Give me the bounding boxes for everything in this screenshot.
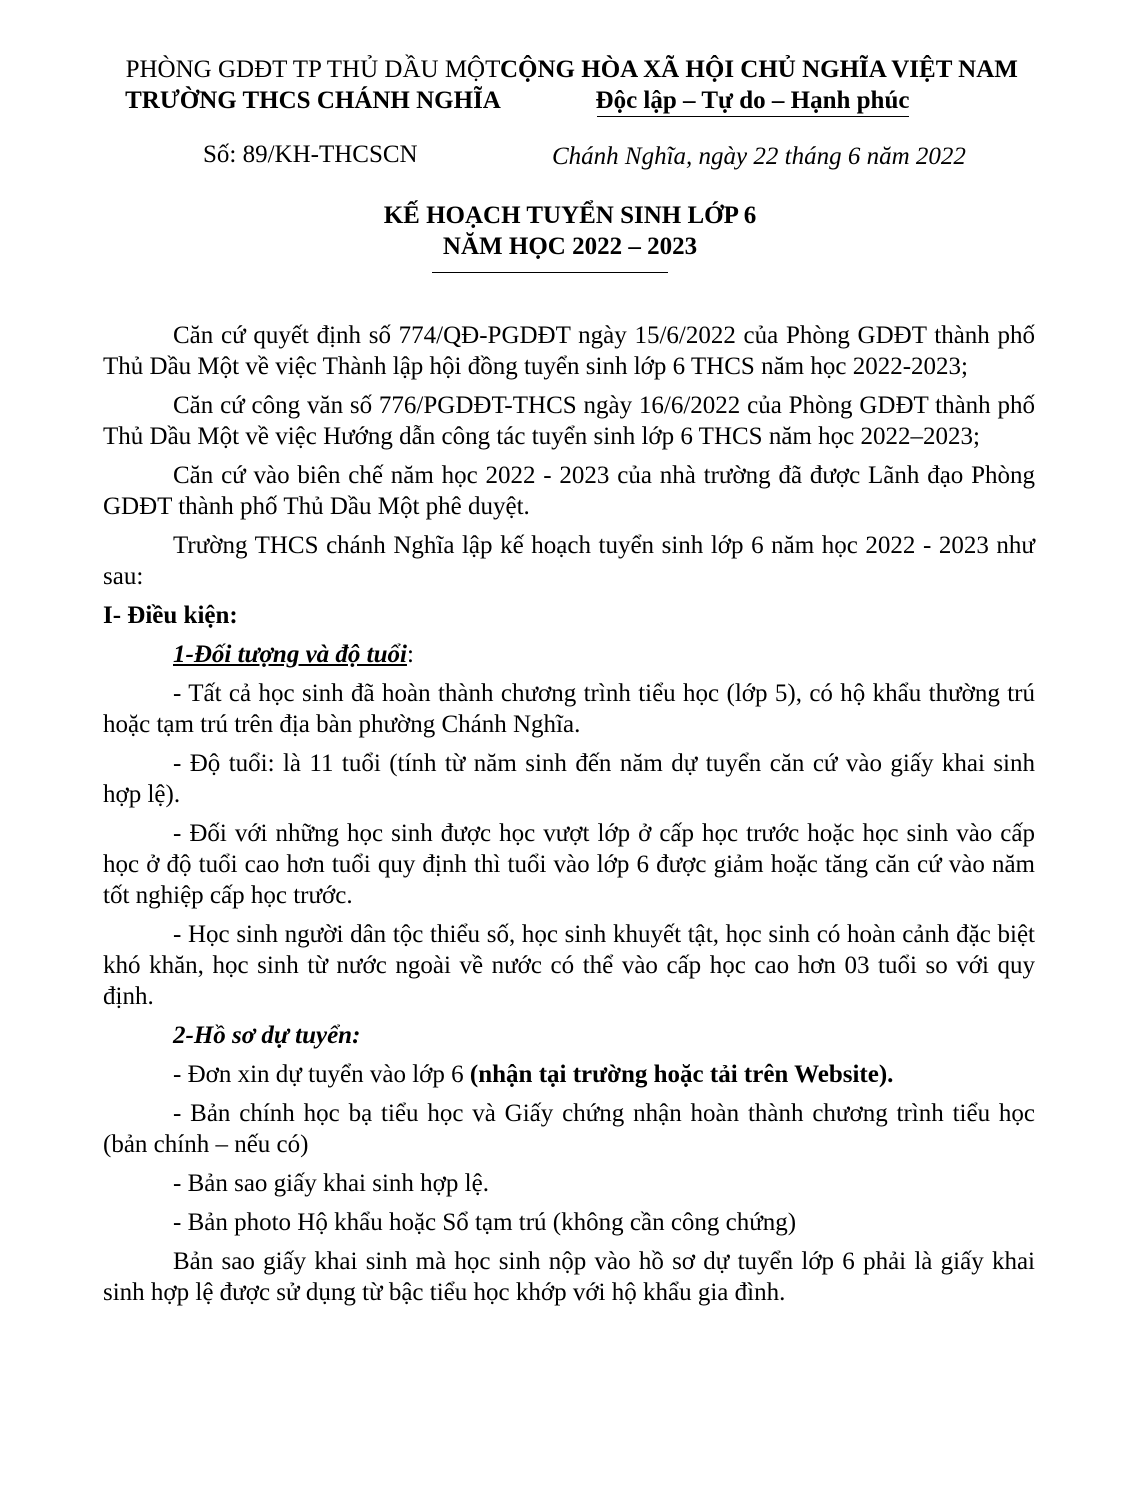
subsection-heading-text: 1-Đối tượng và độ tuổi [173,641,407,668]
list-item: - Đối với những học sinh được học vượt lớp ở cấp học trước hoặc học sinh vào cấp học ở độ tuổi cao hơn tuổi quy định thì tuổi vào lớp 6 được giảm hoặc tăng căn cứ vào năm tốt nghiệp cấp học trước. [103,820,1035,909]
document-title [260,200,880,262]
national-motto [500,54,1018,116]
preamble-paragraph: Căn cứ vào biên chế năm học 2022 - 2023 của nhà trường đã được Lãnh đạo Phòng GDĐT thành phố Thủ Dầu Một phê duyệt. [103,462,1035,520]
title-line-1: KẾ HOẠCH TUYỂN SINH LỚP 6 [383,202,757,229]
subsection-heading-eligibility [173,639,1035,670]
list-item: - Bản chính học bạ tiểu học và Giấy chứng nhận hoàn thành chương trình tiểu học (bản chính – nếu có) [103,1100,1035,1158]
motto-underline [597,116,909,117]
motto: Độc lập – Tự do – Hạnh phúc [595,87,910,114]
title-underline [432,272,668,273]
section-heading-conditions: I- Điều kiện: [103,602,238,629]
agency-parent: PHÒNG GDĐT TP THỦ DẦU MỘT [125,56,501,83]
agency-school: TRƯỜNG THCS CHÁNH NGHĨA [125,87,501,114]
preamble-paragraph: Căn cứ công văn số 776/PGDĐT-THCS ngày 16/6/2022 của Phòng GDĐT thành phố Thủ Dầu Một về việc Hướng dẫn công tác tuyển sinh lớp 6 THCS năm học 2022–2023; [103,392,1035,450]
issuing-agency [120,54,506,116]
subsection-heading-dossier: 2-Hồ sơ dự tuyển: [173,1022,361,1049]
nation-name: CỘNG HÒA XÃ HỘI CHỦ NGHĨA VIỆT NAM [500,56,1018,83]
list-item [103,1059,1035,1090]
preamble-paragraph: Căn cứ quyết định số 774/QĐ-PGDĐT ngày 15/6/2022 của Phòng GDĐT thành phố Thủ Dầu Một về việc Thành lập hội đồng tuyển sinh lớp 6 THCS năm học 2022-2023; [103,322,1035,380]
subsection-heading-suffix: : [406,641,414,668]
list-item: - Bản sao giấy khai sinh hợp lệ. [173,1170,489,1197]
list-item: - Độ tuổi: là 11 tuổi (tính từ năm sinh đến năm dự tuyển căn cứ vào giấy khai sinh hợp lệ). [103,750,1035,808]
document-body [103,320,1035,1316]
list-item: - Bản photo Hộ khẩu hoặc Sổ tạm trú (không cần công chứng) [173,1209,797,1236]
dossier-note: Bản sao giấy khai sinh mà học sinh nộp vào hồ sơ dự tuyển lớp 6 phải là giấy khai sinh hợp lệ được sử dụng từ bậc tiểu học khớp với hộ khẩu gia đình. [103,1248,1035,1306]
list-item-emphasis: (nhận tại trường hoặc tải trên Website). [469,1061,894,1088]
list-item: - Tất cả học sinh đã hoàn thành chương trình tiểu học (lớp 5), có hộ khẩu thường trú hoặc tạm trú trên địa bàn phường Chánh Nghĩa. [103,680,1035,738]
place-date: Chánh Nghĩa, ngày 22 tháng 6 năm 2022 [552,143,966,170]
title-line-2: NĂM HỌC 2022 – 2023 [442,233,698,260]
document-number: Số: 89/KH-THCSCN [203,141,418,168]
preamble-paragraph: Trường THCS chánh Nghĩa lập kế hoạch tuyển sinh lớp 6 năm học 2022 - 2023 như sau: [103,532,1035,590]
list-item: - Học sinh người dân tộc thiểu số, học sinh khuyết tật, học sinh có hoàn cảnh đặc biệt khó khăn, học sinh từ nước ngoài về nước có thể vào cấp học cao hơn 03 tuổi so với quy định. [103,921,1035,1010]
list-item-text: - Đơn xin dự tuyển vào lớp 6 [173,1061,470,1088]
